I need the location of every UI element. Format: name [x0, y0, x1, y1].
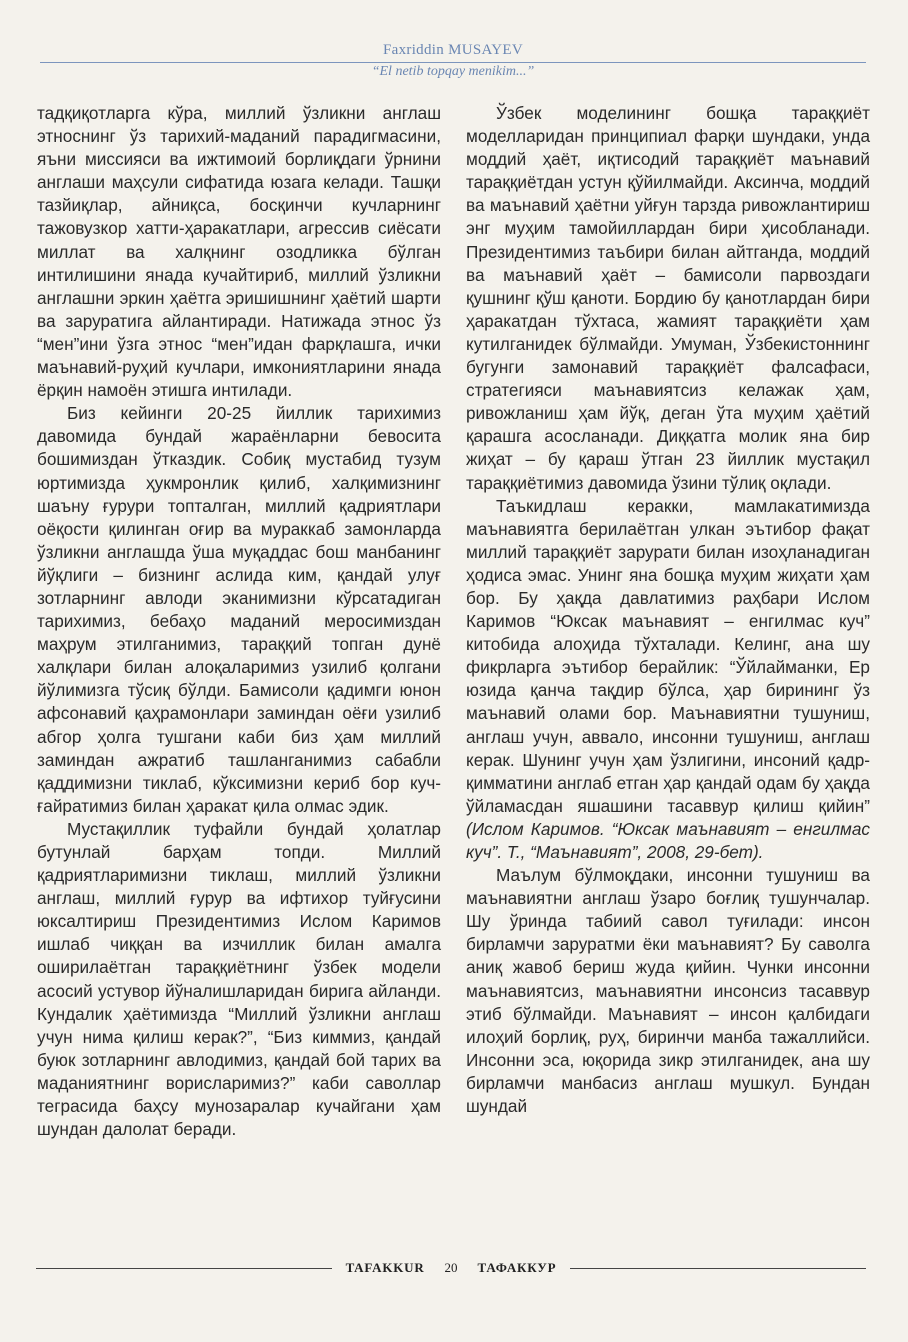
footer-magazine-name-latin: TAFAKKUR [345, 1260, 425, 1275]
paragraph: Ўзбек моделининг бошқа тараққиёт моделларидан принципиал фарқи шундаки, унда моддий ҳаёт, иқтисодий тараққиёт маънавий тараққиётдан устун қўйилмайди. Аксинча, моддий ва маънавий ҳаётни уйғун тарзда ривожлантириш энг муҳим тамойиллардан бири ҳисобланади. Президентимиз таъбири билан айтганда, моддий ва маънавий ҳаёт – бамисоли парвоздаги қушнинг қўш қаноти. Бордию бу қанотлардан бири ҳаракатдан тўхтаса, жамият тараққиёти ҳам кутилганидек бўлмайди. Умуман, Ўзбекистоннинг бугунги замонавий тараққиёт фалсафаси, стратегияси маънавиятсиз келажак ҳам, ривожланиш ҳам йўқ, деган ўта муҳим ҳаётий қарашга асосланади. Диққатга молик яна бир жиҳат – бу қараш ўтган 23 йиллик мустақил тараққиётимиз давомида ўзини тўлиқ оқлади. [466, 103, 870, 493]
running-header-subtitle: “El netib topqay menikim...” [371, 64, 535, 79]
footer-rule-right [570, 1268, 866, 1269]
footer-magazine-name-cyrillic: ТАФАККУР [477, 1260, 557, 1275]
paragraph: Маълум бўлмоқдаки, инсонни тушуниш ва маънавиятни англаш ўзаро боғлиқ тушунчалар. Шу ўринда табиий савол туғилади: инсон бирламчи заруратми ёки маънавият? Бу саволга аниқ жавоб бериш жуда қийин. Чунки инсонни маънавиятсиз, маънавиятни инсонсиз тасаввур этиб бўлмайди. Маънавият – инсон қалбидаги илоҳий борлиқ, руҳ, биринчи манба тажаллийси. Инсонни эса, юқорида зикр этилганидек, ана шу бирламчи манбасиз англаш мушкул. Бундан шундай [466, 865, 870, 1117]
page-header [40, 40, 866, 80]
quote-text: Таъкидлаш керакки, мамлакатимизда маънавиятга берилаётган улкан эътибор фақат миллий тараққиёт зарурати билан изоҳланадиган ҳодиса эмас. Унинг яна бошқа муҳим жиҳати ҳам бор. Бу ҳақда давлатимиз раҳбари Ислом Каримов “Юксак маънавият – енгилмас куч” китобида алоҳида тўхталади. Келинг, ана шу фикрларга эътибор берайлик: “Ўйлайманки, Ер юзида қанча тақдир бўлса, ҳар бирининг ўз маънавий олами бор. Маънавиятни тушуниш, англаш учун, аввало, инсонни тушуниш, англаш керак. Шунинг учун ҳам ўзлигини, инсоний қадр-қимматини англаб етган ҳар қандай одам бу ҳақда ўйламасдан яшашини тасаввур қилиш қийин” [466, 495, 870, 816]
page-footer [36, 1258, 866, 1278]
paragraph: тадқиқотларга кўра, миллий ўзликни англаш этноснинг ўз тарихий-маданий парадигмасини, яъни миссияси ва ижтимоий борлиқдаги ўрнини англаши маҳсули сифатида юзага келади. Ташқи тазйиқлар, айниқса, босқинчи кучларнинг тажовузкор хатти-ҳаракатлари, агрессив сиёсати миллат ва халқнинг озодликка бўлган интилишини янада кучайтириб, миллий ўзликни англашни эркин ҳаётга эришишнинг ҳаётий шарти ва заруратига айлантиради. Натижада этнос ўз “мен”ини ўзга этнос “мен”идан фарқлашга, ички маънавий-руҳий кучлари, имкониятларини янада ёрқин намоён этишга интилади. [37, 103, 441, 401]
paragraph: Мустақиллик туфайли бундай ҳолатлар бутунлай барҳам топди. Миллий қадриятларимизни тиклаш, миллий ўзликни англаш, миллий ғурур ва ифтихор туйғусини юксалтириш Президентимиз Ислом Каримов ишлаб чиққан ва изчиллик билан амалга оширилаётган тараққиётнинг ўзбек модели асосий устувор йўналишларидан бирига айланди. Кундалик ҳаётимизда “Миллий ўзликни англаш учун нима қилиш керак?”, “Биз киммиз, қандай буюк зотларнинг авлодимиз, қандай бой тарих ва маданиятнинг ворисларимиз?” каби саволлар теграсида баҳсу мунозаралар кучайгани ҳам шундан далолат беради. [37, 818, 441, 1140]
right-text-column [466, 102, 870, 1118]
paragraph: Биз кейинги 20-25 йиллик тарихимиз давомида бундай жараёнларни бевосита бошимиздан ўтказдик. Собиқ мустабид тузум юртимизда ҳукмронлик қилиб, халқимизнинг шаъну ғурури топталган, миллий қадриятлари оёқости қилинган оғир ва мураккаб замонларда ўзликни англашда ўша муқаддас бош манбанинг йўқлиги – бизнинг аслида ким, қандай улуғ зотларнинг авлоди эканимизни кўрсатадиган тарихимиз, бебаҳо маданий меросимиздан маҳрум этилганимиз, тараққий топган дунё халқлари билан алоқаларимиз узилиб қолгани йўлимизга тўсиқ бўлди. Бамисоли қадимги юнон афсонавий қаҳрамонлари заминдан оёғи узилиб абгор ҳолга тушгани каби биз ҳам миллий заминдан ажратиб ташланганимиз сабабли қаддимизни тиклаб, кўксимизни кериб бор куч-ғайратимиз билан ҳаракат қила олмас эдик. [37, 403, 441, 816]
left-text-column [37, 102, 441, 1141]
citation: (Ислом Каримов. “Юксак маънавият – енгилмас куч”. Т., “Маънавият”, 2008, 29-бет). [466, 818, 870, 862]
running-header-author: Faxriddin MUSAYEV [383, 42, 523, 58]
page-number: 20 [444, 1260, 458, 1275]
header-divider [40, 62, 866, 63]
footer-rule-left [36, 1268, 332, 1269]
paragraph [466, 495, 870, 865]
